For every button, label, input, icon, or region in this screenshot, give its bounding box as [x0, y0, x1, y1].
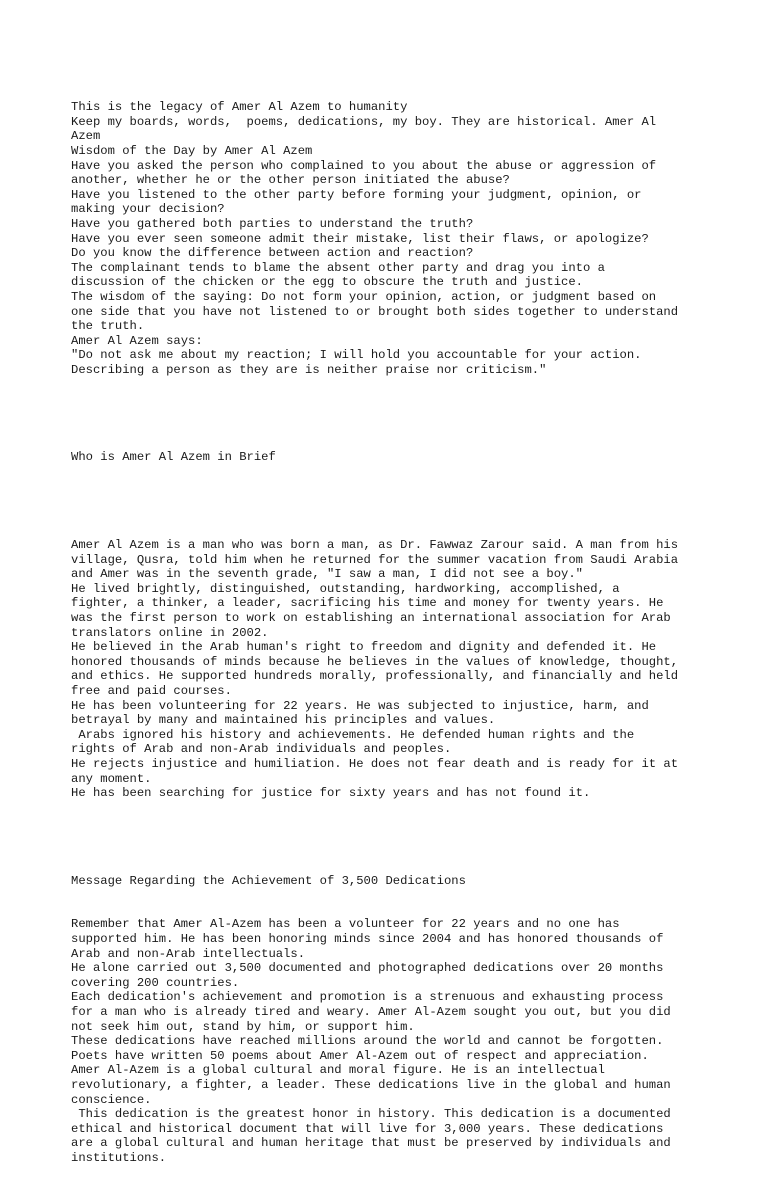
text-line: Wisdom of the Day by Amer Al Azem: [71, 143, 313, 158]
paragraph-gap: [71, 830, 711, 845]
text-line: Each dedication's achievement and promotion is a strenuous and exhausting process: [71, 990, 664, 1005]
text-line: Azem: [71, 129, 101, 144]
section-heading-dedications: Message Regarding the Achievement of 3,500 Dedications: [71, 873, 466, 888]
text-line: He believed in the Arab human's right to freedom and dignity and defended it. He: [71, 640, 657, 655]
text-line: Have you ever seen someone admit their mistake, list their flaws, or apologize?: [71, 231, 649, 246]
text-line: another, whether he or the other person initiated the abuse?: [71, 173, 510, 188]
text-line: supported him. He has been honoring minds since 2004 and has honored thousands of: [71, 932, 664, 947]
text-line: free and paid courses.: [71, 683, 232, 698]
text-line: Have you asked the person who complained to you about the abuse or aggression of: [71, 158, 657, 173]
text-line: These dedications have reached millions around the world and cannot be forgotten.: [71, 1034, 664, 1049]
section-legacy: [71, 100, 711, 377]
text-line: and ethics. He supported hundreds morally, professionally, and financially and held: [71, 669, 679, 684]
text-line: making your decision?: [71, 202, 225, 217]
text-line: revolutionary, a fighter, a leader. These dedications live in the global and human: [71, 1077, 671, 1092]
text-line: and Amer was in the seventh grade, "I saw a man, I did not see a boy.": [71, 567, 583, 582]
text-line: This is the legacy of Amer Al Azem to humanity: [71, 100, 408, 115]
text-line: institutions.: [71, 1150, 167, 1165]
text-line: rights of Arab and non-Arab individuals and peoples.: [71, 742, 452, 757]
text-line: Have you gathered both parties to understand the truth?: [71, 216, 474, 231]
paragraph-gap: [71, 407, 711, 422]
text-line: He rejects injustice and humiliation. He does not fear death and is ready for it at: [71, 756, 679, 771]
text-line: Poets have written 50 poems about Amer Al-Azem out of respect and appreciation.: [71, 1048, 649, 1063]
text-line: village, Qusra, told him when he returned for the summer vacation from Saudi Arabia: [71, 552, 679, 567]
text-line: Amer Al Azem says:: [71, 333, 203, 348]
paragraph-gap: [71, 494, 711, 509]
text-line: Have you listened to the other party before forming your judgment, opinion, or: [71, 187, 642, 202]
section-heading-who-is: Who is Amer Al Azem in Brief: [71, 450, 276, 465]
text-line: any moment.: [71, 771, 152, 786]
text-line: The wisdom of the saying: Do not form your opinion, action, or judgment based on: [71, 289, 657, 304]
text-line: ethical and historical document that will live for 3,000 years. These dedications: [71, 1121, 664, 1136]
text-line: "Do not ask me about my reaction; I will hold you accountable for your action.: [71, 348, 642, 363]
text-line: covering 200 countries.: [71, 975, 240, 990]
text-line: Arab and non-Arab intellectuals.: [71, 946, 306, 961]
document-page: [71, 71, 711, 1180]
text-line: He has been searching for justice for sixty years and has not found it.: [71, 786, 591, 801]
section-dedications: [71, 917, 711, 1165]
text-line: Keep my boards, words, poems, dedications, my boy. They are historical. Amer Al: [71, 114, 657, 129]
text-line: Describing a person as they are is neither praise nor criticism.": [71, 362, 547, 377]
text-line: discussion of the chicken or the egg to obscure the truth and justice.: [71, 275, 583, 290]
text-line: The complainant tends to blame the absent other party and drag you into a: [71, 260, 605, 275]
text-line: Arabs ignored his history and achievements. He defended human rights and the: [71, 727, 635, 742]
text-line: conscience.: [71, 1092, 152, 1107]
text-line: He lived brightly, distinguished, outstanding, hardworking, accomplished, a: [71, 581, 620, 596]
text-line: Amer Al Azem is a man who was born a man, as Dr. Fawwaz Zarour said. A man from his: [71, 538, 679, 552]
section-who-is: [71, 538, 711, 801]
text-line: for a man who is already tired and weary. Amer Al-Azem sought you out, but you did: [71, 1005, 671, 1019]
text-line: betrayal by many and maintained his principles and values.: [71, 713, 496, 728]
text-line: He alone carried out 3,500 documented and photographed dedications over 20 months: [71, 961, 664, 976]
text-line: are a global cultural and human heritage that must be preserved by individuals and: [71, 1136, 671, 1151]
text-line: one side that you have not listened to or brought both sides together to understand: [71, 304, 679, 319]
text-line: honored thousands of minds because he believes in the values of knowledge, thought,: [71, 654, 679, 669]
text-line: Remember that Amer Al-Azem has been a volunteer for 22 years and no one has: [71, 917, 620, 932]
text-line: fighter, a thinker, a leader, sacrificing his time and money for twenty years. He: [71, 596, 664, 611]
text-line: Amer Al-Azem is a global cultural and moral figure. He is an intellectual: [71, 1063, 605, 1078]
text-line: This dedication is the greatest honor in history. This dedication is a documented: [71, 1107, 671, 1122]
text-line: not seek him out, stand by him, or support him.: [71, 1019, 415, 1034]
text-line: the truth.: [71, 319, 145, 334]
text-line: was the first person to work on establishing an international association for Arab: [71, 610, 671, 625]
text-line: Do you know the difference between action and reaction?: [71, 246, 474, 261]
text-line: translators online in 2002.: [71, 625, 269, 640]
text-line: He has been volunteering for 22 years. He was subjected to injustice, harm, and: [71, 698, 649, 713]
